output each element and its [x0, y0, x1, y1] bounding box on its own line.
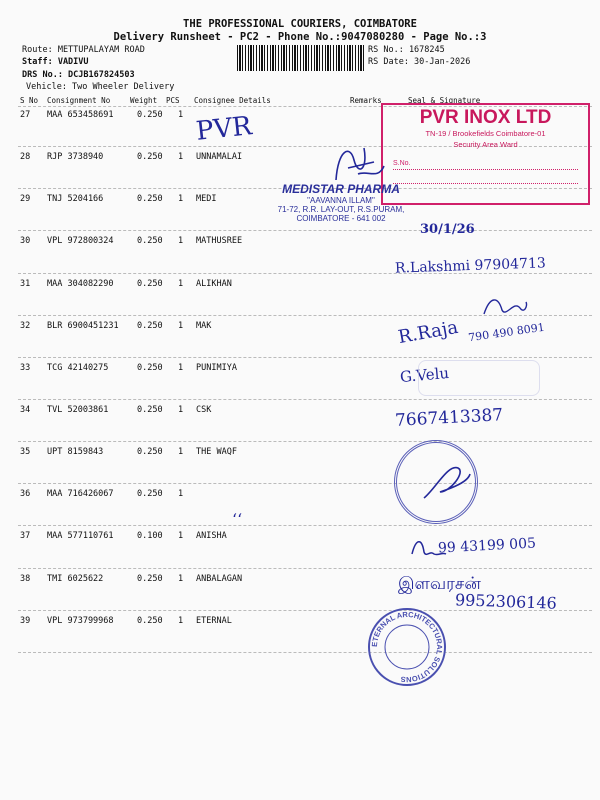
cell-con: MAK: [196, 321, 212, 331]
handwritten-tamil-name: இளவரசன்: [398, 574, 481, 594]
row-divider: [18, 399, 592, 400]
cell-sno: 39: [20, 616, 31, 626]
cell-sno: 38: [20, 574, 31, 584]
cell-wt: 0.250: [137, 110, 163, 120]
handwritten-pvr: PVR: [194, 111, 254, 147]
cell-wt: 0.100: [137, 531, 163, 541]
eternal-seal: [367, 607, 447, 687]
signature-scribble: [328, 140, 388, 188]
vehicle-label: Vehicle: Two Wheeler Delivery: [26, 82, 175, 92]
row-divider: [18, 441, 592, 442]
cell-pcs: 1: [178, 279, 184, 289]
col-pcs: PCS: [166, 96, 180, 105]
cell-pcs: 1: [178, 616, 184, 626]
handwritten-raja: R.Raja: [396, 316, 460, 349]
cell-con: ANBALAGAN: [196, 574, 243, 584]
cell-pcs: 1: [178, 574, 184, 584]
cell-sno: 29: [20, 194, 31, 204]
runsheet-title: Delivery Runsheet - PC2 - Phone No.:9047080280 - Page No.:3: [113, 31, 487, 43]
faded-stamp: [418, 360, 540, 396]
cell-wt: 0.250: [137, 405, 163, 415]
pvr-stamp-sno: S.No.: [393, 160, 411, 167]
cell-con: ALIKHAN: [196, 279, 232, 289]
rs-date: RS Date: 30-Jan-2026: [368, 57, 471, 67]
cell-pcs: 1: [178, 489, 184, 499]
cell-wt: 0.250: [137, 574, 163, 584]
handwritten-gvelu: G.Velu: [399, 363, 450, 387]
pvr-stamp-line1: TN-19 / Brookefields Coimbatore-01: [425, 129, 546, 138]
cell-pcs: 1: [178, 321, 184, 331]
col-sno: S No: [20, 96, 39, 105]
handwritten-mark: ‘‘: [232, 510, 243, 529]
cell-wt: 0.250: [137, 616, 163, 626]
cell-cno: MAA 653458691: [47, 110, 114, 120]
cell-wt: 0.250: [137, 447, 163, 457]
row-divider: [18, 652, 592, 653]
cell-wt: 0.250: [137, 321, 163, 331]
cell-sno: 27: [20, 110, 31, 120]
table-row: [0, 616, 600, 646]
cell-con: MATHUSREE: [196, 236, 243, 246]
staff-label: Staff: VADIVU: [22, 57, 89, 67]
signature-scribble: [418, 458, 474, 504]
cell-sno: 33: [20, 363, 31, 373]
cell-con: ANISHA: [196, 531, 227, 541]
cell-pcs: 1: [178, 531, 184, 541]
cell-wt: 0.250: [137, 152, 163, 162]
col-weight: Weight: [130, 96, 158, 105]
row-divider: [18, 357, 592, 358]
cell-con: CSK: [196, 405, 212, 415]
cell-sno: 31: [20, 279, 31, 289]
cell-cno: TVL 52003861: [47, 405, 109, 415]
company-title: THE PROFESSIONAL COURIERS, COIMBATORE: [183, 18, 417, 30]
cell-cno: BLR 6900451231: [47, 321, 119, 331]
cell-con: UNNAMALAI: [196, 152, 243, 162]
cell-pcs: 1: [178, 236, 184, 246]
cell-cno: MAA 716426067: [47, 489, 114, 499]
handwritten-date: 30/1/26: [420, 222, 475, 237]
cell-pcs: 1: [178, 447, 184, 457]
handwritten-phone-32: 790 490 8091: [467, 320, 546, 345]
cell-con: THE WAQF: [196, 447, 237, 457]
cell-cno: VPL 972800324: [47, 236, 114, 246]
row-divider: [18, 568, 592, 569]
pvr-stamp-title: PVR INOX LTD: [419, 107, 552, 128]
cell-cno: RJP 3738940: [47, 152, 104, 162]
route-label: Route: METTUPALAYAM ROAD: [22, 45, 145, 55]
cell-pcs: 1: [178, 110, 184, 120]
svg-text:ETERNAL ARCHITECTURAL SOLUTION: [370, 610, 444, 684]
cell-cno: MAA 304082290: [47, 279, 114, 289]
medistar-name: MEDISTAR PHARMA: [282, 182, 400, 196]
medistar-line3: COIMBATORE - 641 002: [296, 214, 386, 223]
handwritten-phone-34: 7667413387: [394, 405, 504, 431]
cell-cno: MAA 577110761: [47, 531, 114, 541]
cell-con: ETERNAL: [196, 616, 232, 626]
col-consignee: Consignee Details: [194, 96, 271, 105]
cell-sno: 32: [20, 321, 31, 331]
pvr-stamp-line: [393, 169, 578, 170]
table-row: [0, 447, 600, 477]
cell-sno: 35: [20, 447, 31, 457]
cell-con: PUNIMIYA: [196, 363, 237, 373]
cell-wt: 0.250: [137, 194, 163, 204]
cell-con: MEDI: [196, 194, 217, 204]
cell-cno: TNJ 5204166: [47, 194, 104, 204]
cell-wt: 0.250: [137, 363, 163, 373]
barcode: [237, 45, 365, 71]
cell-wt: 0.250: [137, 489, 163, 499]
cell-pcs: 1: [178, 405, 184, 415]
rs-number: RS No.: 1678245: [368, 45, 445, 55]
col-remarks: Remarks: [350, 96, 382, 105]
medistar-stamp: [266, 182, 416, 223]
table-row: [0, 489, 600, 519]
medistar-line2: 71-72, R.R. LAY-OUT, R.S.PURAM,: [277, 205, 405, 214]
medistar-line1: "AAVANNA ILLAM": [307, 196, 375, 205]
drs-label: DRS No.: DCJB167824503: [22, 70, 135, 80]
pvr-stamp-line: [393, 183, 578, 184]
col-seal: Seal & Signature: [408, 96, 481, 105]
cell-pcs: 1: [178, 152, 184, 162]
cell-wt: 0.250: [137, 279, 163, 289]
handwritten-phone-37: 99 43199 005: [437, 535, 537, 557]
cell-sno: 34: [20, 405, 31, 415]
row-divider: [18, 483, 592, 484]
cell-wt: 0.250: [137, 236, 163, 246]
cell-cno: TCG 42140275: [47, 363, 109, 373]
cell-cno: TMI 6025622: [47, 574, 104, 584]
cell-cno: VPL 973799968: [47, 616, 114, 626]
row-divider: [18, 230, 592, 231]
table-row: [0, 405, 600, 435]
cell-pcs: 1: [178, 194, 184, 204]
cell-sno: 30: [20, 236, 31, 246]
row-divider: [18, 273, 592, 274]
cell-sno: 36: [20, 489, 31, 499]
row-divider: [18, 525, 592, 526]
pvr-stamp-line2: Security Area Ward: [453, 140, 518, 149]
cell-sno: 28: [20, 152, 31, 162]
cell-pcs: 1: [178, 363, 184, 373]
signature-scribble: [480, 292, 530, 322]
eternal-seal-text: ETERNAL ARCHITECTURAL SOLUTIONS: [369, 609, 445, 685]
col-consignment: Consignment No: [47, 96, 111, 105]
cell-cno: UPT 8159843: [47, 447, 104, 457]
cell-sno: 37: [20, 531, 31, 541]
handwritten-phone-38: 9952306146: [454, 590, 558, 613]
handwritten-lakshmi: R.Lakshmi 97904713: [394, 255, 547, 277]
